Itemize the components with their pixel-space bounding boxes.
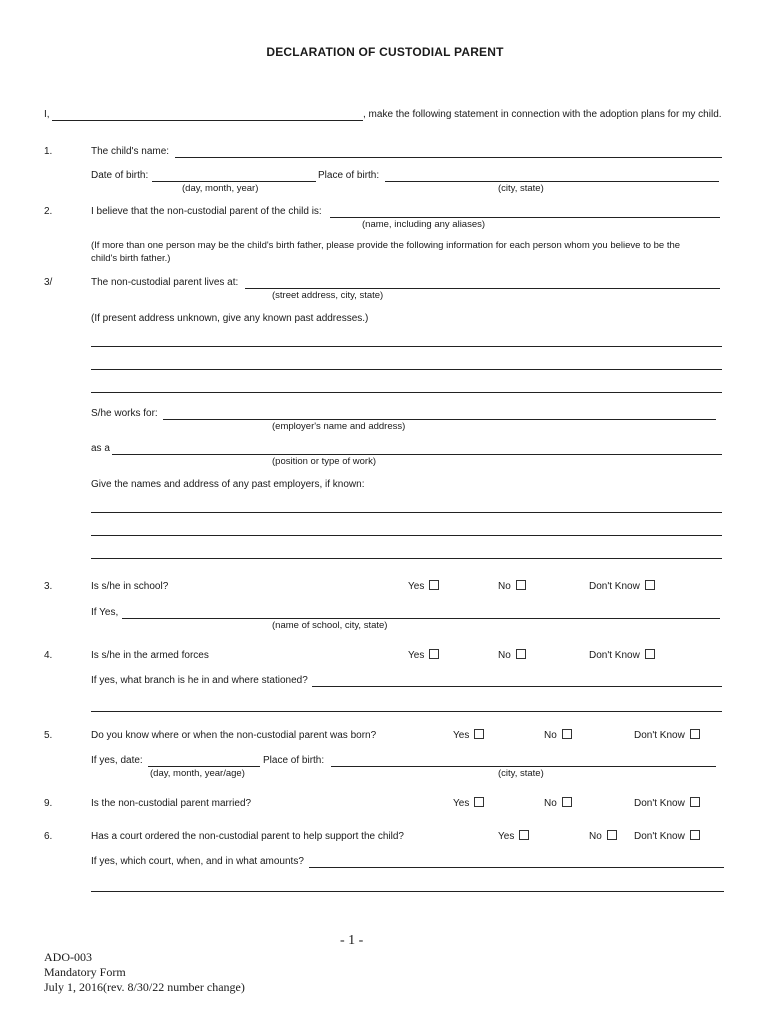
non-custodial-parent-label: I believe that the non-custodial parent of the child is: (91, 206, 322, 217)
parent-dob-label: If yes, date: (91, 755, 143, 766)
school-dont-know-checkbox[interactable] (645, 580, 655, 590)
married-yes-checkbox[interactable] (474, 797, 484, 807)
armed-no-option[interactable]: No (498, 649, 526, 662)
armed-if-yes-label: If yes, what branch is he in and where stationed? (91, 675, 308, 686)
lives-at-hint: (street address, city, state) (272, 290, 384, 301)
childs-name-label: The child's name: (91, 146, 170, 157)
page-number: - 1 - (340, 933, 364, 948)
lives-at-label: The non-custodial parent lives at: (91, 277, 239, 288)
employer-hint: (employer's name and address) (272, 421, 406, 432)
school-no-option[interactable]: No (498, 580, 526, 593)
court-details-field[interactable] (309, 867, 724, 868)
lives-at-field[interactable] (245, 288, 720, 289)
married-yes-option[interactable]: Yes (453, 797, 484, 810)
multiple-fathers-note-cont: child's birth father.) (91, 253, 171, 264)
q9-number: 9. (44, 798, 53, 809)
past-address-line-3[interactable] (91, 392, 722, 393)
child-pob-label: Place of birth: (318, 170, 380, 181)
position-hint: (position or type of work) (272, 456, 377, 467)
child-dob-hint: (day, month, year) (182, 183, 259, 194)
court-no-checkbox[interactable] (607, 830, 617, 840)
born-question: Do you know where or when the non-custodial parent was born? (91, 730, 377, 741)
parent-dob-field[interactable] (148, 766, 260, 767)
school-no-checkbox[interactable] (516, 580, 526, 590)
childs-name-field[interactable] (175, 157, 722, 158)
born-yes-checkbox[interactable] (474, 729, 484, 739)
court-details-line-2[interactable] (91, 891, 724, 892)
armed-dont-know-checkbox[interactable] (645, 649, 655, 659)
past-address-line-2[interactable] (91, 369, 722, 370)
born-dont-know-checkbox[interactable] (690, 729, 700, 739)
employer-field[interactable] (163, 419, 716, 420)
married-no-checkbox[interactable] (562, 797, 572, 807)
past-employer-line-3[interactable] (91, 558, 722, 559)
parent-dob-hint: (day, month, year/age) (150, 768, 245, 779)
armed-yes-checkbox[interactable] (429, 649, 439, 659)
armed-branch-line-2[interactable] (91, 711, 722, 712)
q5-number: 5. (44, 730, 53, 741)
married-question: Is the non-custodial parent married? (91, 798, 252, 809)
non-custodial-parent-name-field[interactable] (330, 217, 720, 218)
position-field[interactable] (112, 454, 722, 455)
multiple-fathers-note: (If more than one person may be the child's birth father, please provide the following information for each person whom you believe to be the (91, 240, 681, 251)
school-question: Is s/he in school? (91, 581, 169, 592)
parent-pob-hint: (city, state) (498, 768, 544, 779)
born-no-option[interactable]: No (544, 729, 572, 742)
past-employers-label: Give the names and address of any past employers, if known: (91, 479, 365, 490)
school-dont-know-option[interactable]: Don't Know (589, 580, 655, 593)
revision-date: July 1, 2016(rev. 8/30/22 number change) (44, 980, 245, 994)
intro-prefix: I, (44, 109, 50, 120)
child-dob-field[interactable] (152, 181, 316, 182)
past-addresses-note: (If present address unknown, give any known past addresses.) (91, 313, 369, 324)
past-employer-line-2[interactable] (91, 535, 722, 536)
child-dob-label: Date of birth: (91, 170, 149, 181)
school-yes-checkbox[interactable] (429, 580, 439, 590)
born-yes-option[interactable]: Yes (453, 729, 484, 742)
q3-address-number: 3/ (44, 277, 53, 288)
q3-number: 3. (44, 581, 53, 592)
q4-number: 4. (44, 650, 53, 661)
armed-yes-option[interactable]: Yes (408, 649, 439, 662)
married-dont-know-checkbox[interactable] (690, 797, 700, 807)
works-for-label: S/he works for: (91, 408, 158, 419)
school-if-yes-label: If Yes, (91, 607, 119, 618)
child-pob-hint: (city, state) (498, 183, 544, 194)
armed-no-checkbox[interactable] (516, 649, 526, 659)
court-no-option[interactable]: No (589, 830, 617, 843)
q2-number: 2. (44, 206, 53, 217)
non-custodial-parent-hint: (name, including any aliases) (362, 219, 486, 230)
married-no-option[interactable]: No (544, 797, 572, 810)
q1-number: 1. (44, 146, 53, 157)
parent-pob-field[interactable] (331, 766, 716, 767)
child-pob-field[interactable] (385, 181, 719, 182)
court-support-question: Has a court ordered the non-custodial parent to help support the child? (91, 831, 404, 842)
past-address-line-1[interactable] (91, 346, 722, 347)
court-dont-know-checkbox[interactable] (690, 830, 700, 840)
form-title: DECLARATION OF CUSTODIAL PARENT (266, 45, 504, 59)
court-yes-checkbox[interactable] (519, 830, 529, 840)
custodial-parent-name-field[interactable] (52, 120, 363, 121)
school-hint: (name of school, city, state) (272, 620, 388, 631)
form-code: ADO-003 (44, 950, 92, 964)
born-dont-know-option[interactable]: Don't Know (634, 729, 700, 742)
armed-branch-field[interactable] (312, 686, 722, 687)
past-employer-line-1[interactable] (91, 512, 722, 513)
q6-number: 6. (44, 831, 53, 842)
school-yes-option[interactable]: Yes (408, 580, 439, 593)
parent-pob-label: Place of birth: (263, 755, 325, 766)
armed-forces-question: Is s/he in the armed forces (91, 650, 209, 661)
court-if-yes-label: If yes, which court, when, and in what amounts? (91, 856, 304, 867)
as-a-label: as a (91, 443, 110, 454)
married-dont-know-option[interactable]: Don't Know (634, 797, 700, 810)
court-dont-know-option[interactable]: Don't Know (634, 830, 700, 843)
mandatory-form-label: Mandatory Form (44, 965, 126, 979)
intro-suffix: , make the following statement in connection with the adoption plans for my child. (363, 109, 722, 120)
court-yes-option[interactable]: Yes (498, 830, 529, 843)
born-no-checkbox[interactable] (562, 729, 572, 739)
armed-dont-know-option[interactable]: Don't Know (589, 649, 655, 662)
school-field[interactable] (122, 618, 720, 619)
